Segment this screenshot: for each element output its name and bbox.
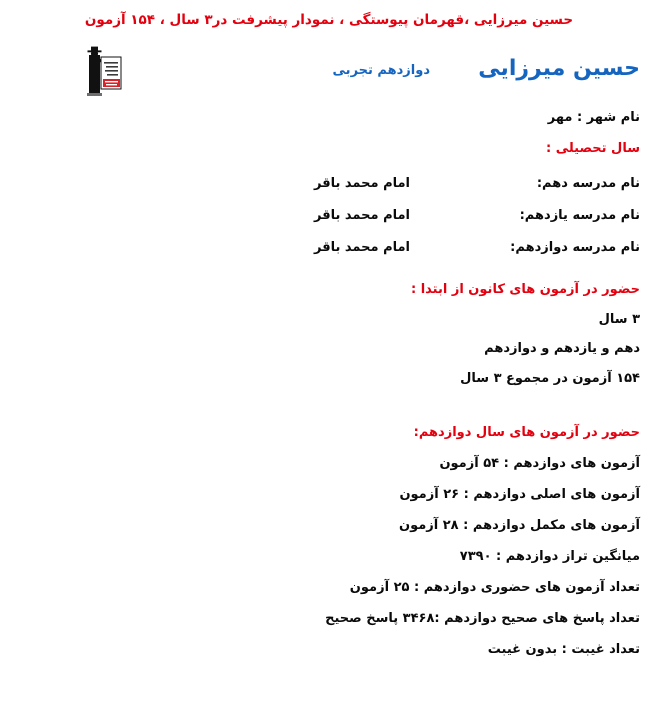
student-name: حسین میرزایی [478,56,640,81]
attendance-twelfth-in-person-exams: تعداد آزمون های حضوری دوازدهم : ۲۵ آزمون [349,580,640,595]
academic-year-label: سال تحصیلی : [545,141,640,156]
school-value-twelfth: امام محمد باقر [314,240,410,255]
attendance-twelfth-total-exams: آزمون های دوازدهم : ۵۴ آزمون [439,456,640,471]
school-value-eleventh: امام محمد باقر [314,208,410,223]
city-line: نام شهر : مهر [547,110,640,125]
kanoon-logo [81,45,127,98]
student-grade-field: دوازدهم تجربی [332,63,430,78]
attendance-all-line-total: ۱۵۴ آزمون در مجموع ۳ سال [460,371,640,386]
attendance-all-header: حضور در آزمون های کانون از ابتدا : [410,282,640,297]
school-label-tenth: نام مدرسه دهم: [536,176,640,191]
attendance-twelfth-absences: تعداد غیبت : بدون غیبت [487,642,640,657]
kanoon-logo-icon [81,45,127,98]
attendance-twelfth-average-taraz: میانگین تراز دوازدهم : ۷۳۹۰ [459,549,640,564]
attendance-twelfth-supplementary-exams: آزمون های مکمل دوازدهم : ۲۸ آزمون [398,518,640,533]
school-value-tenth: امام محمد باقر [314,176,410,191]
attendance-twelfth-correct-answers: تعداد پاسخ های صحیح دوازدهم :۳۴۶۸ پاسخ صحیح [325,611,640,626]
page-headline: حسین میرزایی ،قهرمان پیوستگی ، نمودار پیشرفت در۳ سال ، ۱۵۴ آزمون [84,12,574,28]
attendance-all-line-grades: دهم و یازدهم و دوازدهم [484,341,640,356]
attendance-all-line-years: ۳ سال [598,312,640,327]
attendance-twelfth-main-exams: آزمون های اصلی دوازدهم : ۲۶ آزمون [399,487,640,502]
school-label-twelfth: نام مدرسه دوازدهم: [510,240,640,255]
attendance-twelfth-header: حضور در آزمون های سال دوازدهم: [413,425,640,440]
school-label-eleventh: نام مدرسه یازدهم: [519,208,640,223]
